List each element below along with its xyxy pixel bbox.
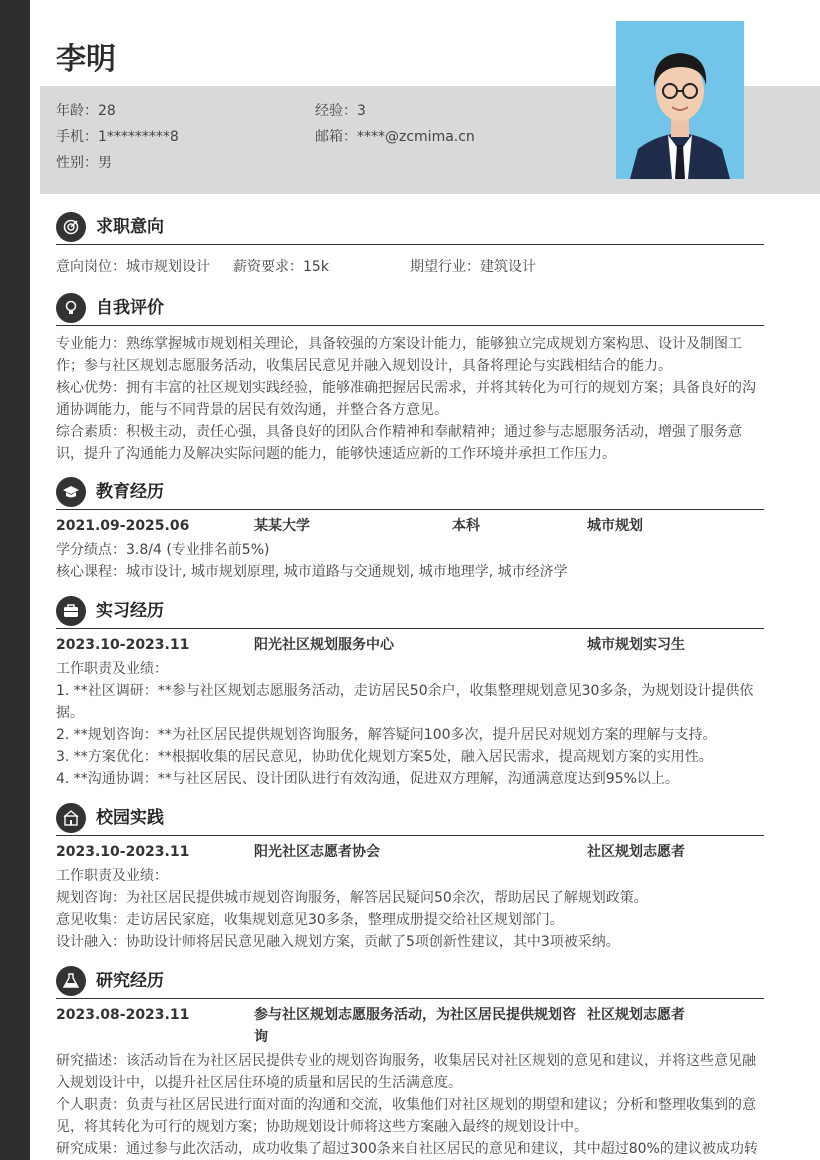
portrait-illustration <box>616 21 744 179</box>
campus-org: 阳光社区志愿者协会 <box>254 844 380 860</box>
age-field: 年龄：28 <box>56 103 116 119</box>
internship-item: 1. **社区调研：**参与社区规划志愿服务活动，走访居民50余户，收集整理规划意见30多条，为规划设计提供依据。 <box>56 683 754 721</box>
section-title-text: 教育经历 <box>96 482 164 502</box>
internship-org: 阳光社区规划服务中心 <box>254 637 394 653</box>
self-eval-advantage: 核心优势：拥有丰富的社区规划实践经验，能够准确把握居民需求，并将其转化为可行的规划方案；具备良好的沟通协调能力，能与不同背景的居民有效沟通，并整合各方意见。 <box>56 380 756 418</box>
internship-date: 2023.10-2023.11 <box>56 637 190 653</box>
internship-item: 4. **沟通协调：**与社区居民、设计团队进行有效沟通，促进双方理解，沟通满意度达到95%以上。 <box>56 771 679 787</box>
section-research <box>56 966 764 999</box>
campus-item: 意见收集：走访居民家庭，收集规划意见30多条，整理成册提交给社区规划部门。 <box>56 912 564 928</box>
internship-role: 城市规划实习生 <box>587 637 685 653</box>
education-school: 某某大学 <box>254 518 310 534</box>
job-intent-line <box>56 256 766 278</box>
email-field: 邮箱：****@zcmima.cn <box>315 129 475 145</box>
education-major: 城市规划 <box>587 518 643 534</box>
salary-expectation: 薪资要求：15k <box>233 259 329 275</box>
research-role: 社区规划志愿者 <box>587 1007 685 1023</box>
campus-date: 2023.10-2023.11 <box>56 844 190 860</box>
research-row <box>56 1004 766 1048</box>
candidate-name: 李明 <box>56 42 116 77</box>
education-date: 2021.09-2025.06 <box>56 518 190 534</box>
campus-item: 规划咨询：为社区居民提供城市规划咨询服务，解答居民疑问50余次，帮助居民了解规划政策。 <box>56 890 648 906</box>
research-result: 研究成果：通过参与此次活动，成功收集了超过300条来自社区居民的意见和建议，其中超过80%的建议被成功转 <box>56 1141 758 1157</box>
intended-position: 意向岗位：城市规划设计 <box>56 259 210 275</box>
section-campus-practice <box>56 803 764 836</box>
education-gpa: 学分绩点：3.8/4 (专业排名前5%) <box>56 542 270 558</box>
research-description: 研究描述：该活动旨在为社区居民提供专业的规划咨询服务，收集居民对社区规划的意见和建议，并将这些意见融入规划设计中，以提升社区居住环境的质量和居民的生活满意度。 <box>56 1053 756 1091</box>
section-internship <box>56 596 764 629</box>
briefcase-icon <box>56 596 86 626</box>
internship-duty-label: 工作职责及业绩： <box>56 661 168 677</box>
section-title-text: 自我评价 <box>96 298 164 318</box>
internship-row <box>56 634 766 656</box>
campus-duty-label: 工作职责及业绩： <box>56 868 168 884</box>
campus-role: 社区规划志愿者 <box>587 844 685 860</box>
phone-field: 手机：1*********8 <box>56 129 179 145</box>
graduation-cap-icon <box>56 477 86 507</box>
gender-field: 性别：男 <box>56 155 112 171</box>
section-education <box>56 477 764 510</box>
section-title-text: 校园实践 <box>96 808 164 828</box>
flask-icon <box>56 966 86 996</box>
expected-industry: 期望行业：建筑设计 <box>410 259 536 275</box>
internship-item: 3. **方案优化：**根据收集的居民意见，协助优化规划方案5处，融入居民需求，提高规划方案的实用性。 <box>56 749 713 765</box>
target-icon <box>56 212 86 242</box>
section-self-evaluation <box>56 293 764 326</box>
research-project: 参与社区规划志愿服务活动，为社区居民提供规划咨询 <box>254 1007 576 1045</box>
education-degree: 本科 <box>452 518 480 534</box>
left-sidebar-bar <box>0 0 30 1160</box>
section-title-text: 求职意向 <box>96 217 164 237</box>
research-duty: 个人职责：负责与社区居民进行面对面的沟通和交流，收集他们对社区规划的期望和建议；分析和整理收集到的意见，将其转化为可行的规划方案；协助规划设计师将这些方案融入最终的规划设计中。 <box>56 1097 756 1135</box>
bulb-icon <box>56 293 86 323</box>
experience-field: 经验：3 <box>315 103 366 119</box>
self-eval-quality: 综合素质：积极主动，责任心强，具备良好的团队合作精神和奉献精神；通过参与志愿服务活动，增强了服务意识，提升了沟通能力及解决实际问题的能力，能够快速适应新的工作环境并承担工作压力。 <box>56 424 742 462</box>
research-date: 2023.08-2023.11 <box>56 1007 190 1023</box>
campus-item: 设计融入：协助设计师将居民意见融入规划方案，贡献了5项创新性建议，其中3项被采纳。 <box>56 934 620 950</box>
building-icon <box>56 803 86 833</box>
section-title-text: 实习经历 <box>96 601 164 621</box>
section-title-text: 研究经历 <box>96 971 164 991</box>
campus-row <box>56 841 766 863</box>
education-row <box>56 515 766 537</box>
self-eval-professional: 专业能力：熟练掌握城市规划相关理论，具备较强的方案设计能力，能够独立完成规划方案构思、设计及制图工作；参与社区规划志愿服务活动，收集居民意见并融入规划设计，具备将理论与实践相结合的能力。 <box>56 336 742 374</box>
education-courses: 核心课程：城市设计, 城市规划原理, 城市道路与交通规划, 城市地理学, 城市经济学 <box>56 564 568 580</box>
internship-item: 2. **规划咨询：**为社区居民提供规划咨询服务，解答疑问100多次，提升居民对规划方案的理解与支持。 <box>56 727 717 743</box>
section-job-intent <box>56 212 764 245</box>
profile-photo <box>616 21 744 179</box>
